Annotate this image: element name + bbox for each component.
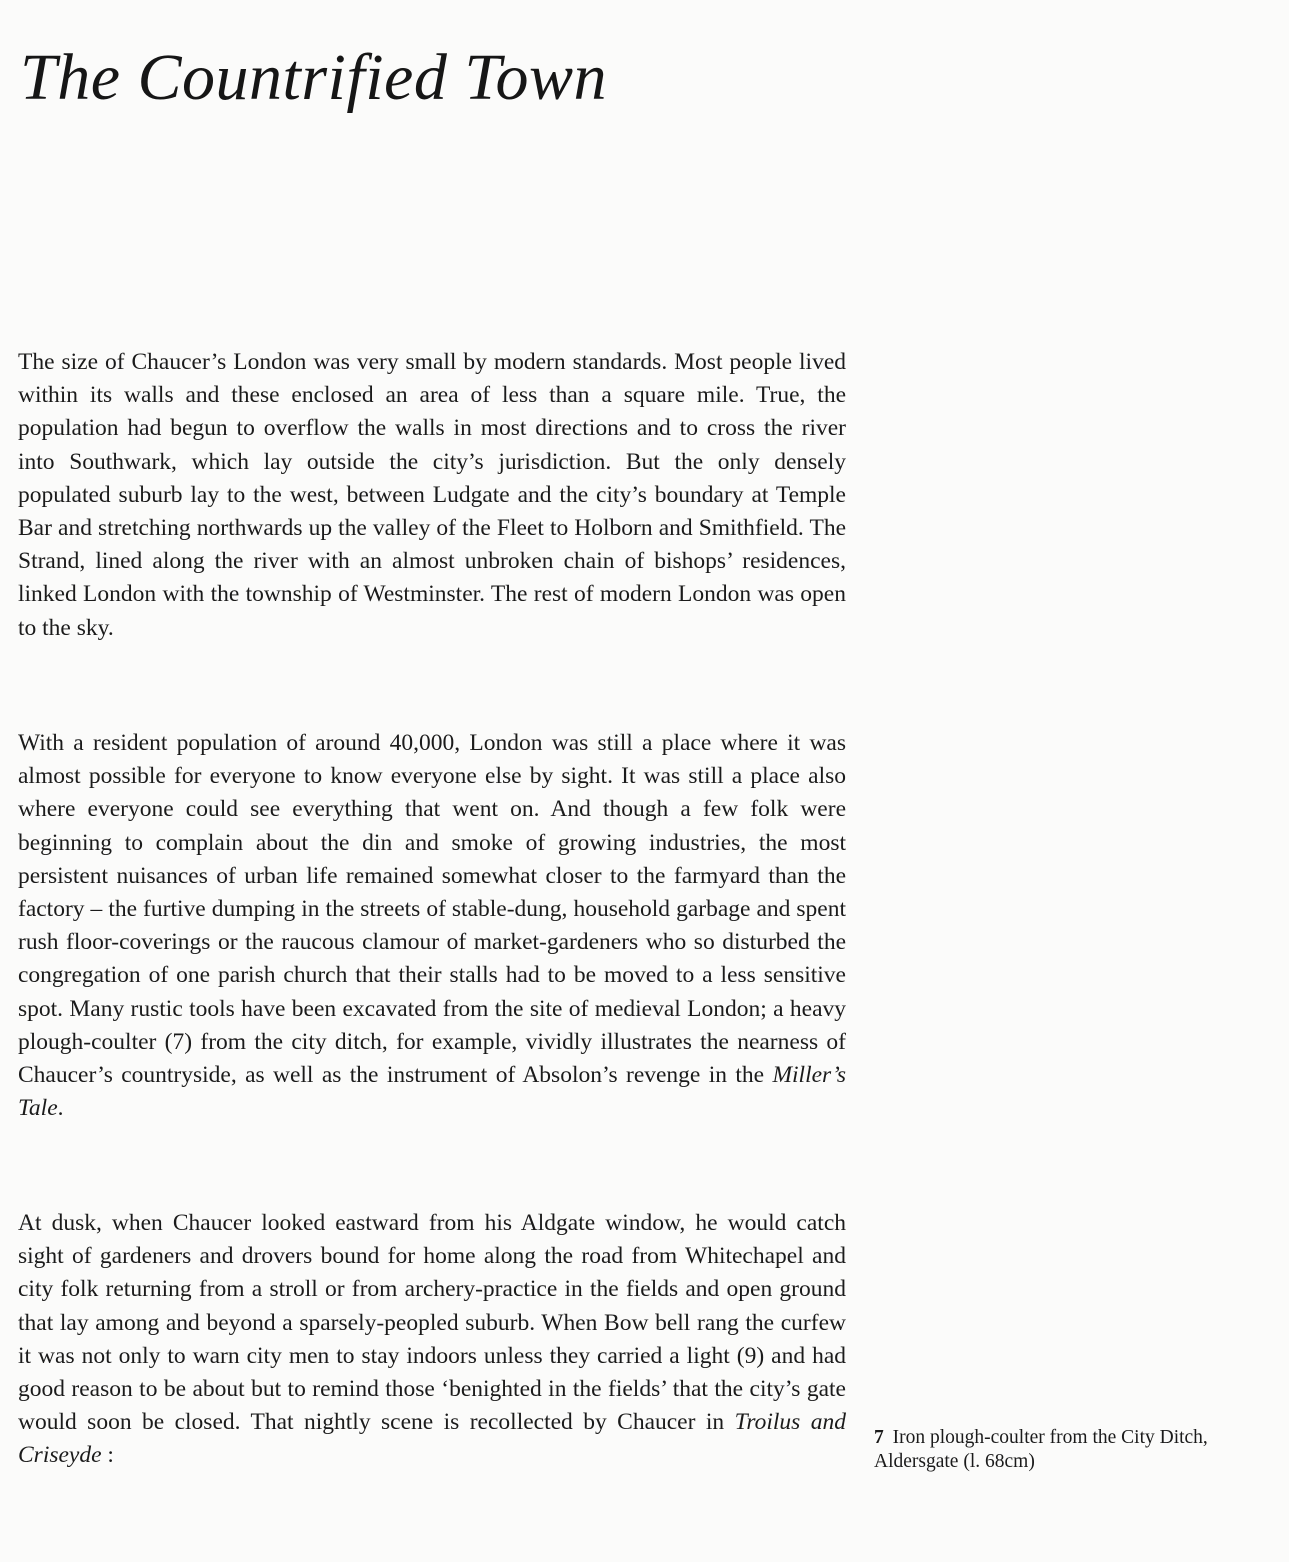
paragraph-population [18,727,846,1125]
paragraph-dusk [18,1207,846,1473]
page-title: The Countrified Town [20,41,608,114]
paragraph-text-end: : [101,1442,114,1469]
figure-number: 7 [874,1427,884,1448]
paragraph-text: The size of Chaucer’s London was very small by modern standards. Most people lived within its walls and these enclosed an area of less than a square mile. True, the population had begun to overflow the walls in most directions and to cross the river into Southwark, which lay outside the city’s jurisdiction. But the only densely populated suburb lay to the west, between Ludgate and the city’s boundary at Temple Bar and stretching northwards up the valley of the Fleet to Holborn and Smithfield. The Strand, lined along the river with an almost unbroken chain of bishops’ residences, linked London with the township of Westminster. The rest of modern London was open to the sky. [18,349,846,641]
italic-title-millers-tale: Miller’s Tale [18,1062,846,1122]
italic-title-troilus: Troilus and Criseyde [18,1409,847,1469]
paragraph-text: With a resident population of around 40,000, London was still a place where it was almost possible for everyone to know everyone else by sight. It was still a place also where everyone could see everything that went on. And though a few folk were beginning to complain about the din and smoke of growing industries, the most persistent nuisances of urban life remained somewhat closer to the farmyard than the factory – the furtive dumping in the streets of stable-dung, household garbage and spent rush floor-coverings or the raucous clamour of market-gardeners who so disturbed the congregation of one parish church that their stalls had to be moved to a less sensitive spot. Many rustic tools have been excavated from the site of medieval London; a heavy plough-coulter (7) from the city ditch, for example, vividly illustrates the nearness of Chaucer’s countryside, as well as the instrument of Absolon’s revenge in the [18,730,846,1089]
paragraph-text-end: . [57,1095,64,1122]
figure-caption [874,1426,1254,1474]
paragraph-text: At dusk, when Chaucer looked eastward from his Aldgate window, he would catch sight of gardeners and drovers bound for home along the road from Whitechapel and city folk returning from a stroll or from archery-practice in the fields and open ground that lay among and beyond a sparsely-peopled suburb. When Bow bell rang the curfew it was not only to warn city men to stay indoors unless they carried a light (9) and had good reason to be about but to remind those ‘benighted in the fields’ that the city’s gate would soon be closed. That nightly scene is recollected by Chaucer in [18,1210,846,1436]
paragraph-london-size [18,346,846,645]
caption-text: Iron plough-coulter from the City Ditch, Aldersgate (l. 68cm) [874,1427,1208,1472]
